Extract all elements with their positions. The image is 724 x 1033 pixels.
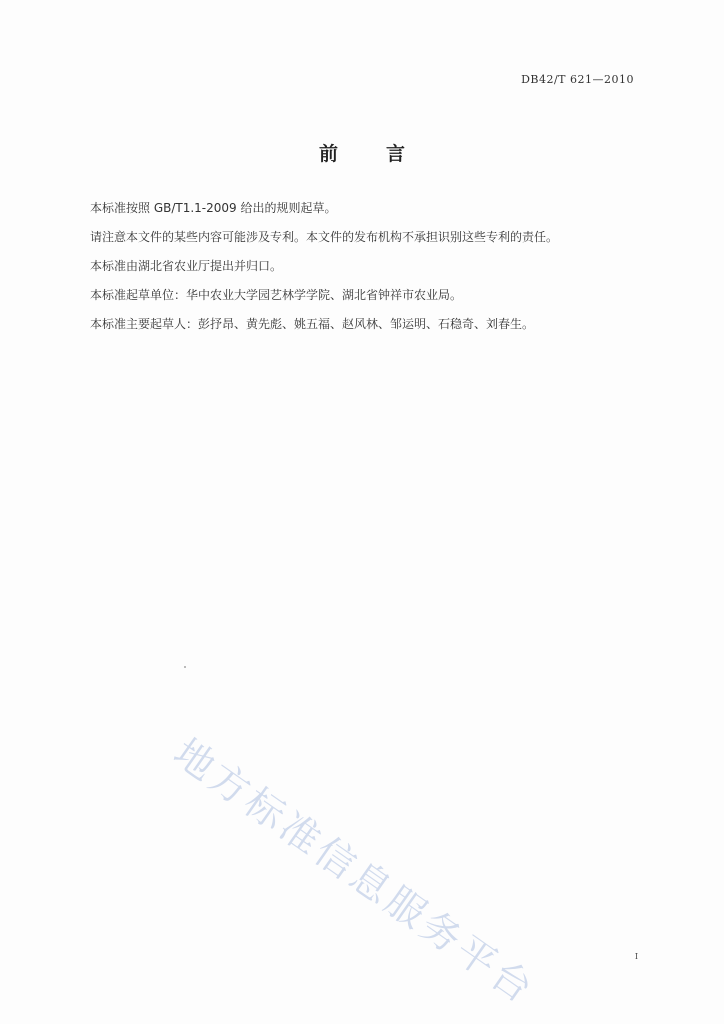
standard-code: DB42/T 621—2010	[521, 73, 634, 86]
paragraph-drafters: 本标准主要起草人：彭抒昂、黄先彪、姚五福、赵风林、邹运明、石稳奇、刘春生。	[90, 317, 535, 331]
paragraph-drafting-units: 本标准起草单位：华中农业大学园艺林学学院、湖北省钟祥市农业局。	[90, 288, 463, 302]
page-title: 前言	[318, 143, 453, 165]
paragraph-drafting-rules: 本标准按照 GB/T1.1-2009 给出的规则起草。	[90, 201, 337, 215]
preface-body	[90, 201, 650, 346]
scan-speck	[184, 666, 186, 668]
paragraph-proposer: 本标准由湖北省农业厅提出并归口。	[90, 259, 283, 273]
page-number: I	[634, 952, 638, 961]
paragraph-patent-notice: 请注意本文件的某些内容可能涉及专利。本文件的发布机构不承担识别这些专利的责任。	[90, 230, 559, 244]
watermark: 地方标准信息服务平台	[165, 730, 544, 1014]
